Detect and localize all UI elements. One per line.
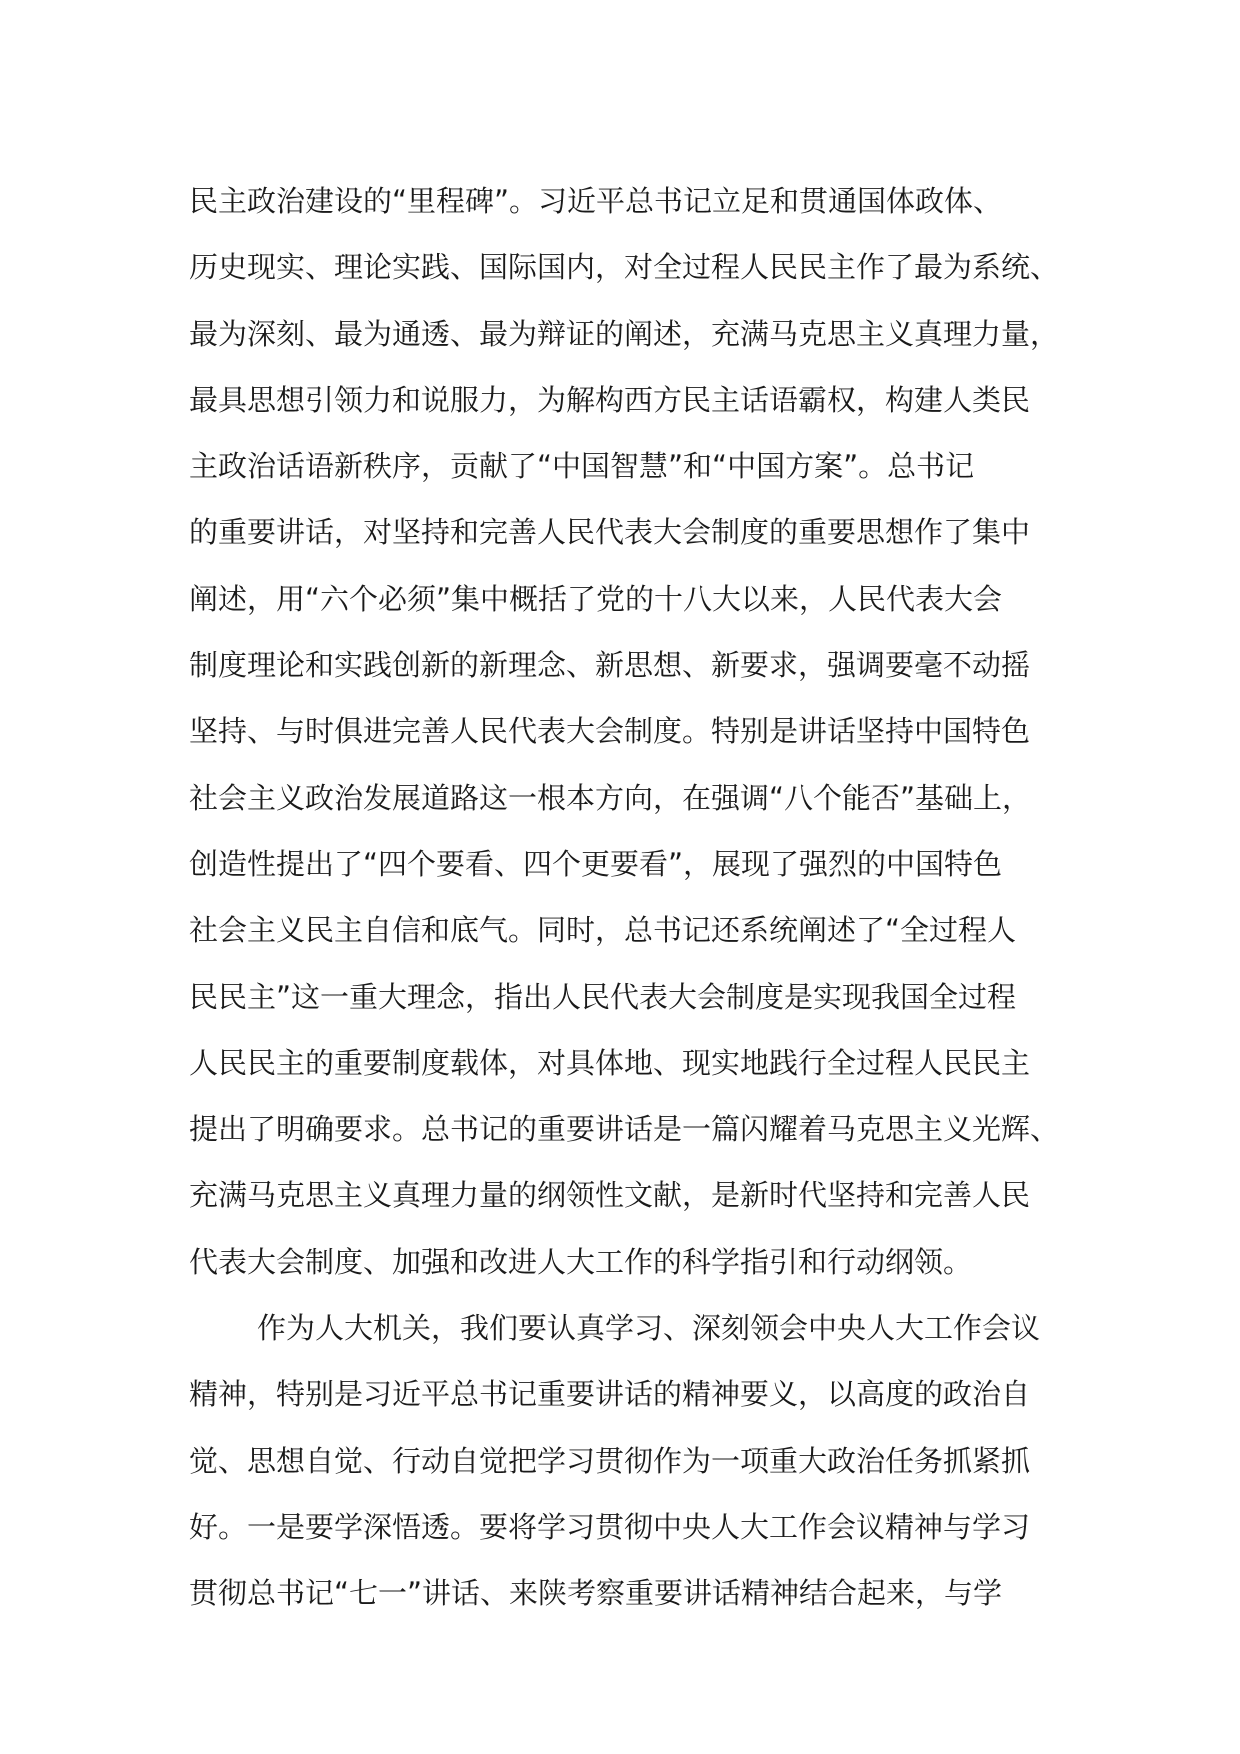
- text-line: 历史现实、理论实践、国际国内，对全过程人民民主作了最为系统、: [189, 250, 1060, 285]
- text-line: 精神，特别是习近平总书记重要讲话的精神要义，以高度的政治自: [189, 1377, 1031, 1412]
- text-line: 提出了明确要求。总书记的重要讲话是一篇闪耀着马克思主义光辉、: [189, 1112, 1060, 1147]
- text-line: 最为深刻、最为通透、最为辩证的阐述，充满马克思主义真理力量，: [189, 316, 1060, 351]
- text-line: 民民主”这一重大理念，指出人民代表大会制度是实现我国全过程: [189, 979, 1017, 1014]
- text-line: 最具思想引领力和说服力，为解构西方民主话语霸权，构建人类民: [189, 382, 1031, 417]
- text-line: 阐述，用“六个必须”集中概括了党的十八大以来，人民代表大会: [189, 581, 1003, 616]
- text-line: 创造性提出了“四个要看、四个更要看”，展现了强烈的中国特色: [189, 846, 1003, 881]
- text-line: 制度理论和实践创新的新理念、新思想、新要求，强调要毫不动摇: [189, 648, 1031, 683]
- paragraph-start-line: 作为人大机关，我们要认真学习、深刻领会中央人大工作会议: [257, 1311, 1041, 1346]
- body-text: [189, 168, 1069, 1627]
- text-line: 觉、思想自觉、行动自觉把学习贯彻作为一项重大政治任务抓紧抓: [189, 1443, 1031, 1478]
- text-line: 好。一是要学深悟透。要将学习贯彻中央人大工作会议精神与学习: [189, 1509, 1031, 1544]
- text-line: 代表大会制度、加强和改进人大工作的科学指引和行动纲领。: [189, 1244, 973, 1279]
- text-line: 的重要讲话，对坚持和完善人民代表大会制度的重要思想作了集中: [189, 515, 1031, 550]
- text-line: 贯彻总书记“七一”讲话、来陕考察重要讲话精神结合起来，与学: [189, 1576, 1003, 1611]
- text-line: 坚持、与时俱进完善人民代表大会制度。特别是讲话坚持中国特色: [189, 714, 1031, 749]
- text-line: 充满马克思主义真理力量的纲领性文献，是新时代坚持和完善人民: [189, 1178, 1031, 1213]
- text-line: 社会主义政治发展道路这一根本方向，在强调“八个能否”基础上，: [189, 780, 1032, 815]
- text-line: 社会主义民主自信和底气。同时，总书记还系统阐述了“全过程人: [189, 913, 1017, 948]
- text-line: 民主政治建设的“里程碑”。习近平总书记立足和贯通国体政体、: [189, 184, 1003, 218]
- text-line: 人民民主的重要制度载体，对具体地、现实地践行全过程人民民主: [189, 1045, 1031, 1080]
- text-line: 主政治话语新秩序，贡献了“中国智慧”和“中国方案”。总书记: [189, 449, 975, 484]
